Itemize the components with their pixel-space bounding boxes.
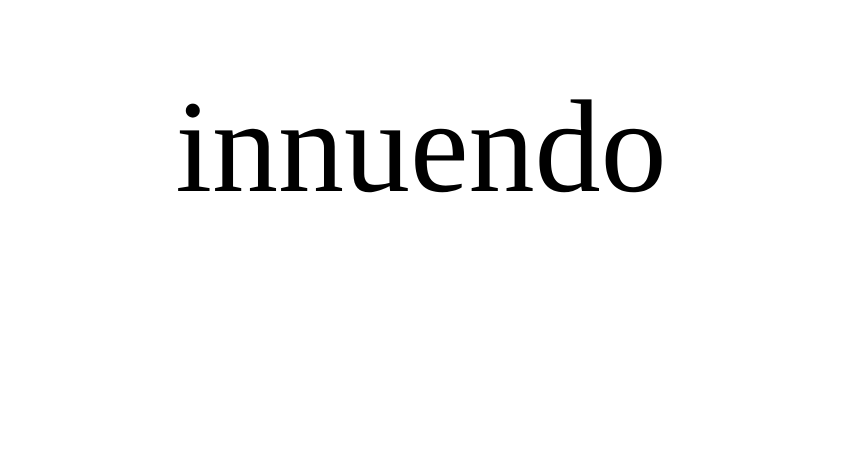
display-word: innuendo	[175, 73, 667, 220]
